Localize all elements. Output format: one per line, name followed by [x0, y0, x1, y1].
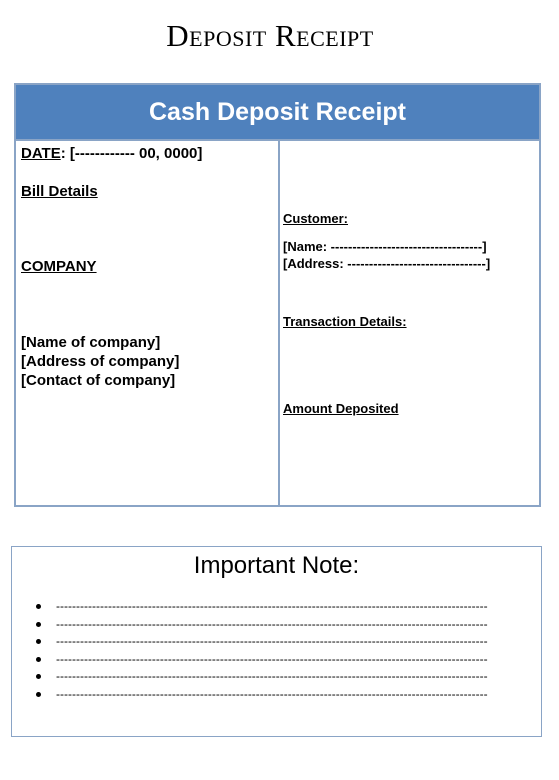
- note-line: [36, 598, 536, 616]
- date-field: [21, 145, 202, 162]
- company-name-placeholder: [Name of company]: [21, 334, 161, 351]
- customer-address-line: [Address: --------------------------------]: [283, 256, 491, 271]
- note-line-text: ------------------------------------------------------------------------------------------------------------: [56, 634, 488, 649]
- column-divider: [278, 141, 280, 507]
- bill-details-heading: Bill Details: [21, 183, 98, 200]
- bullet-icon: [36, 692, 41, 697]
- note-line: [36, 616, 536, 634]
- amount-deposited-heading: Amount Deposited: [283, 401, 399, 416]
- note-line-text: ------------------------------------------------------------------------------------------------------------: [56, 616, 488, 631]
- note-list: [36, 598, 536, 703]
- note-line-text: ------------------------------------------------------------------------------------------------------------: [56, 686, 488, 701]
- bullet-icon: [36, 657, 41, 662]
- note-line: [36, 633, 536, 651]
- date-label: DATE: [21, 145, 61, 162]
- bullet-icon: [36, 622, 41, 627]
- note-line-text: ------------------------------------------------------------------------------------------------------------: [56, 599, 488, 614]
- customer-name-line: [Name: -----------------------------------]: [283, 239, 487, 254]
- document-title: Deposit Receipt: [166, 18, 374, 53]
- company-address-placeholder: [Address of company]: [21, 353, 180, 370]
- note-line: [36, 651, 536, 669]
- date-value: : [------------ 00, 0000]: [60, 145, 203, 162]
- receipt-header: Cash Deposit Receipt: [16, 85, 539, 141]
- bullet-icon: [36, 639, 41, 644]
- bullet-icon: [36, 674, 41, 679]
- note-line: [36, 686, 536, 704]
- transaction-details-heading: Transaction Details:: [283, 314, 407, 329]
- note-line-text: ------------------------------------------------------------------------------------------------------------: [56, 669, 488, 684]
- customer-column: [283, 143, 538, 503]
- receipt-table: [14, 83, 541, 507]
- important-note-box: [11, 546, 542, 737]
- company-contact-placeholder: [Contact of company]: [21, 372, 176, 389]
- important-note-title: Important Note:: [193, 552, 360, 579]
- note-line: [36, 668, 536, 686]
- company-heading: COMPANY: [21, 258, 97, 275]
- note-line-text: ------------------------------------------------------------------------------------------------------------: [56, 651, 488, 666]
- customer-heading: Customer:: [283, 211, 349, 226]
- bullet-icon: [36, 604, 41, 609]
- company-column: [21, 143, 276, 503]
